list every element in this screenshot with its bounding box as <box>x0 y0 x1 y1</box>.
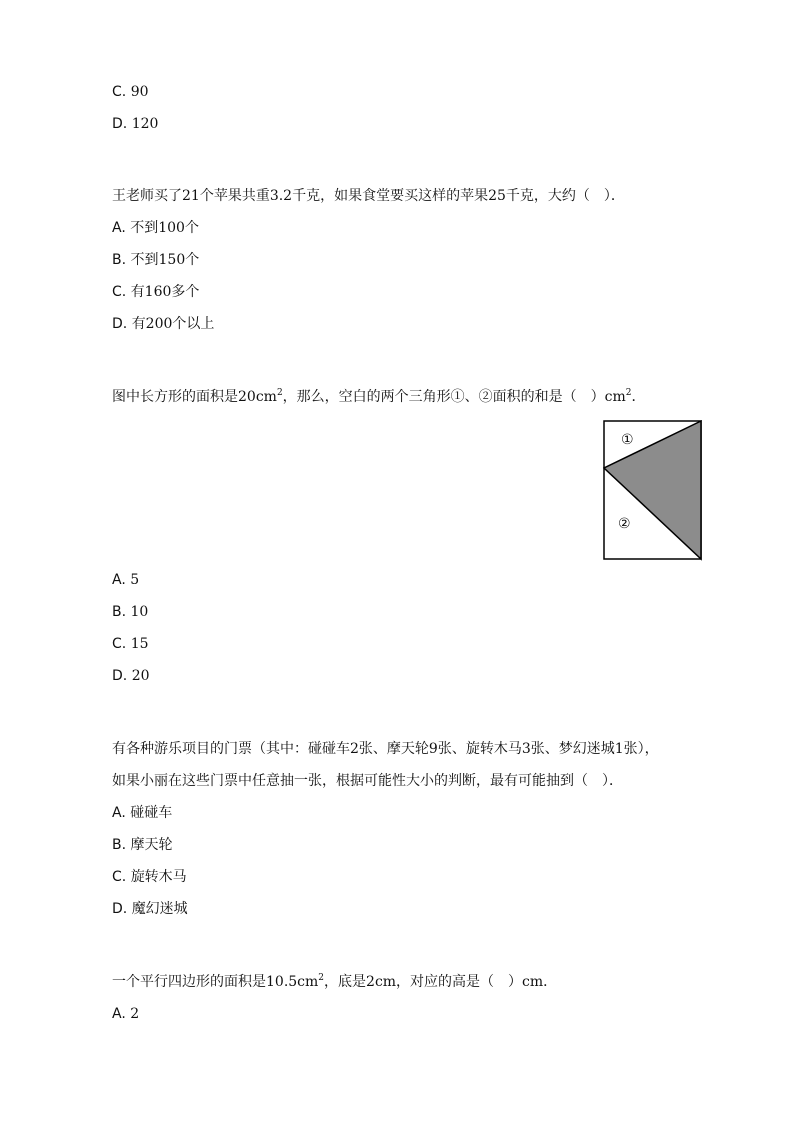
option-letter: B. <box>112 837 127 853</box>
option-letter: A. <box>112 572 126 588</box>
option-letter: D. <box>112 668 128 684</box>
option-text: 有200个以上 <box>131 316 215 332</box>
option-b[interactable] <box>112 251 199 269</box>
option-b[interactable] <box>112 603 148 621</box>
option-text: 15 <box>130 636 149 652</box>
question-stem <box>112 388 646 406</box>
option-text: 120 <box>131 116 159 132</box>
stem-part: 图中长方形的面积是20cm <box>112 389 277 405</box>
option-text: 10 <box>130 604 149 620</box>
option-c[interactable] <box>112 635 149 653</box>
triangle-label-2: ② <box>618 516 631 532</box>
option-letter: A. <box>112 1006 126 1022</box>
question-stem-line-1: 有各种游乐项目的门票（其中：碰碰车2张、摩天轮9张、旋转木马3张、梦幻迷城1张）， <box>112 741 659 757</box>
option-letter: C. <box>112 284 127 300</box>
option-text: 旋转木马 <box>130 869 187 885</box>
option-a[interactable] <box>112 219 199 237</box>
question-stem-line-2: 如果小丽在这些门票中任意抽一张，根据可能性大小的判断，最有可能抽到（ ）． <box>112 773 623 789</box>
option-letter: A. <box>112 220 126 236</box>
option-letter: B. <box>112 604 127 620</box>
option-text: 不到100个 <box>130 220 199 236</box>
option-d[interactable] <box>112 900 188 918</box>
option-text: 5 <box>130 572 140 588</box>
option-text: 90 <box>130 84 149 100</box>
option-a[interactable] <box>112 1005 139 1023</box>
option-c[interactable] <box>112 868 187 886</box>
option-a[interactable] <box>112 571 139 589</box>
stem-part: ，那么，空白的两个三角形①、②面积的和是（ ）cm <box>282 389 626 405</box>
option-b[interactable] <box>112 836 173 854</box>
shaded-triangle <box>604 421 701 559</box>
option-letter: D. <box>112 316 128 332</box>
option-c[interactable] <box>112 283 199 301</box>
superscript: 2 <box>276 388 283 398</box>
option-letter: C. <box>112 84 127 100</box>
option-d[interactable] <box>112 315 214 333</box>
superscript: 2 <box>625 388 632 398</box>
stem-part: ，底是2cm，对应的高是（ ）cm． <box>324 974 558 990</box>
option-a[interactable] <box>112 804 172 822</box>
stem-part: 一个平行四边形的面积是10.5cm <box>112 974 319 990</box>
stem-part: ． <box>631 389 646 405</box>
option-text: 碰碰车 <box>130 805 173 821</box>
option-text: 不到150个 <box>130 252 200 268</box>
triangle-label-1: ① <box>621 432 634 448</box>
option-text: 2 <box>130 1006 140 1022</box>
option-letter: B. <box>112 252 127 268</box>
option-letter: C. <box>112 869 127 885</box>
option-text: 摩天轮 <box>130 837 173 853</box>
option-letter: D. <box>112 901 128 917</box>
option-letter: A. <box>112 805 126 821</box>
rectangle-figure <box>603 420 703 561</box>
option-d[interactable] <box>112 115 158 133</box>
option-text: 魔幻迷城 <box>131 901 188 917</box>
option-letter: C. <box>112 636 127 652</box>
option-text: 有160多个 <box>130 284 200 300</box>
question-stem: 王老师买了21个苹果共重3.2千克，如果食堂要买这样的苹果25千克，大约（ ）． <box>112 188 625 204</box>
option-letter: D. <box>112 116 128 132</box>
question-stem <box>112 973 557 991</box>
option-c[interactable] <box>112 83 149 101</box>
option-d[interactable] <box>112 667 150 685</box>
superscript: 2 <box>318 973 325 983</box>
option-text: 20 <box>131 668 150 684</box>
